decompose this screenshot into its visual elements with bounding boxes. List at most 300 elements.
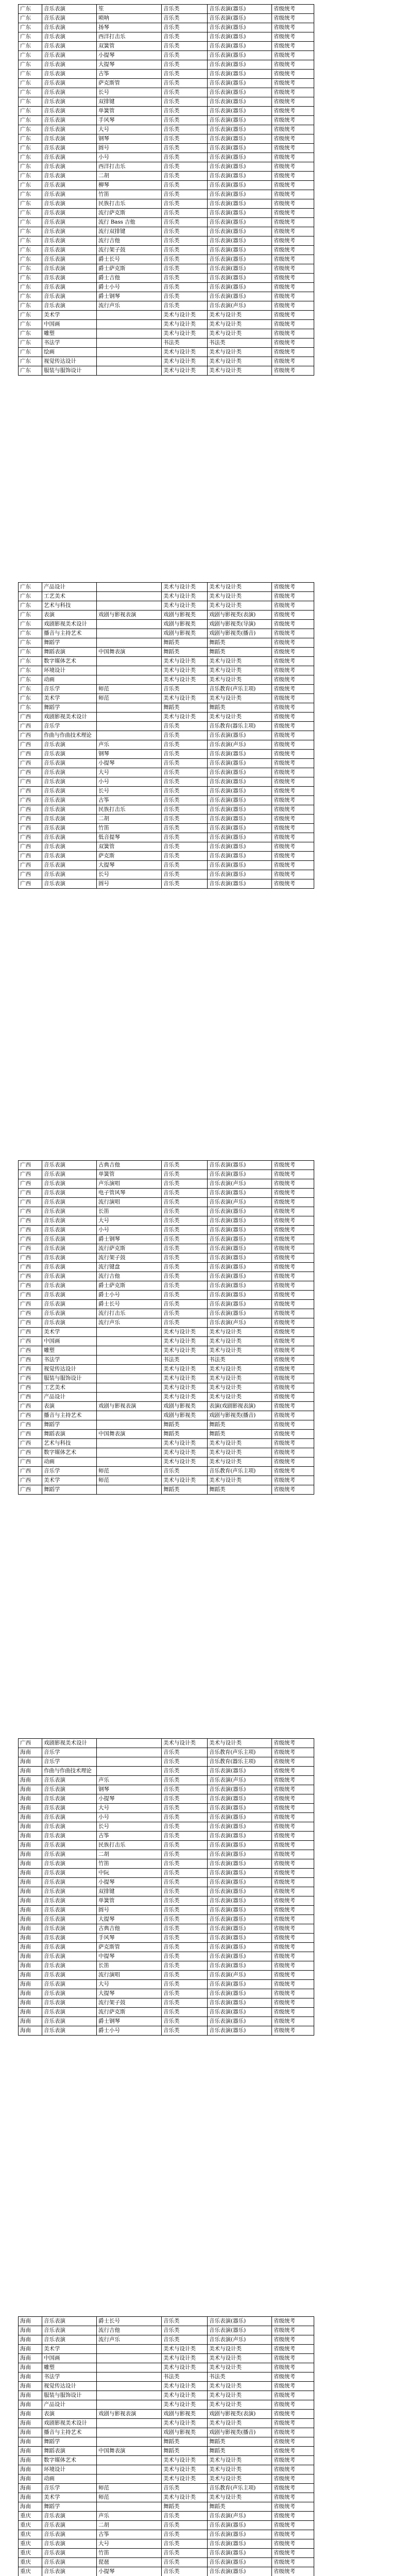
- category-cell: 音乐类: [162, 125, 208, 134]
- category-cell: 美术与设计类: [162, 2456, 208, 2465]
- exam-type-cell: 音乐表演(器乐): [208, 1924, 272, 1934]
- category-cell: 戏剧与影视类: [162, 629, 208, 638]
- table-row: [19, 162, 314, 172]
- major-cell: 音乐表演: [42, 1216, 97, 1226]
- direction-cell: 流行萨克斯: [97, 1244, 162, 1253]
- exam-type-cell: 美术与设计类: [208, 2354, 272, 2363]
- exam-mode-cell: 省级统考: [272, 1915, 314, 1924]
- major-cell: 美术学: [42, 1328, 97, 1337]
- exam-mode-cell: 省级统考: [272, 246, 314, 255]
- category-cell: 音乐类: [162, 236, 208, 246]
- exam-mode-cell: 省级统考: [272, 227, 314, 236]
- exam-type-cell: 音乐教育(声乐主项): [208, 1467, 272, 1476]
- province-cell: 海南: [19, 1776, 42, 1785]
- province-cell: 海南: [19, 2400, 42, 2410]
- exam-mode-cell: 省级统考: [272, 713, 314, 722]
- direction-cell: 长号: [97, 1822, 162, 1832]
- direction-cell: 竹笛: [97, 190, 162, 199]
- major-cell: 音乐学: [42, 1467, 97, 1476]
- category-cell: 音乐类: [162, 2512, 208, 2521]
- direction-cell: 师范: [97, 685, 162, 694]
- exam-type-cell: 音乐表演(器乐): [208, 116, 272, 125]
- exam-type-cell: 音乐表演(器乐): [208, 1822, 272, 1832]
- exam-mode-cell: 省级统考: [272, 70, 314, 79]
- category-cell: 音乐类: [162, 190, 208, 199]
- exam-type-cell: 音乐表演(器乐): [208, 1253, 272, 1263]
- exam-type-cell: 音乐表演(器乐): [208, 1244, 272, 1253]
- category-cell: 音乐类: [162, 79, 208, 88]
- exam-mode-cell: 省级统考: [272, 750, 314, 759]
- exam-mode-cell: 省级统考: [272, 153, 314, 162]
- table-row: [19, 1971, 314, 1980]
- exam-mode-cell: 省级统考: [272, 97, 314, 107]
- category-cell: 音乐类: [162, 1189, 208, 1198]
- major-cell: 音乐表演: [42, 2549, 97, 2558]
- exam-mode-cell: 省级统考: [272, 1485, 314, 1495]
- major-cell: 音乐表演: [42, 1859, 97, 1869]
- province-cell: 广西: [19, 1383, 42, 1393]
- category-cell: 舞蹈类: [162, 2437, 208, 2447]
- table-row: [19, 2456, 314, 2465]
- direction-cell: 小提琴: [97, 759, 162, 768]
- category-cell: 戏剧与影视类: [162, 611, 208, 620]
- direction-cell: 二胡: [97, 172, 162, 181]
- exam-type-cell: 音乐表演(声乐): [208, 1776, 272, 1785]
- table-row: [19, 1989, 314, 1998]
- province-cell: 广东: [19, 666, 42, 675]
- exam-type-cell: 音乐表演(器乐): [208, 879, 272, 889]
- exam-mode-cell: 省级统考: [272, 1952, 314, 1961]
- table-row: [19, 861, 314, 870]
- category-cell: 音乐类: [162, 1878, 208, 1887]
- table-row: [19, 722, 314, 731]
- province-cell: 海南: [19, 2391, 42, 2400]
- province-cell: 广东: [19, 648, 42, 657]
- major-cell: 服装与服饰设计: [42, 366, 97, 376]
- category-cell: 音乐类: [162, 1253, 208, 1263]
- category-cell: 音乐类: [162, 301, 208, 311]
- category-cell: 音乐类: [162, 2567, 208, 2576]
- province-cell: 广西: [19, 1374, 42, 1383]
- table-row: [19, 685, 314, 694]
- direction-cell: 流行声乐: [97, 2335, 162, 2345]
- table-row: [19, 209, 314, 218]
- table-row: [19, 629, 314, 638]
- exam-type-cell: 音乐表演(器乐): [208, 274, 272, 283]
- exam-type-cell: 音乐表演(器乐): [208, 2539, 272, 2549]
- category-cell: 音乐类: [162, 70, 208, 79]
- category-cell: 美术与设计类: [162, 713, 208, 722]
- major-cell: 音乐表演: [42, 1170, 97, 1179]
- province-cell: 广东: [19, 601, 42, 611]
- exam-mode-cell: 省级统考: [272, 1328, 314, 1337]
- category-cell: 音乐类: [162, 1915, 208, 1924]
- exam-type-cell: 音乐表演(器乐): [208, 2026, 272, 2036]
- direction-cell: 竹笛: [97, 824, 162, 833]
- exam-mode-cell: 省级统考: [272, 2530, 314, 2539]
- exam-type-cell: 音乐表演(器乐): [208, 181, 272, 190]
- exam-mode-cell: 省级统考: [272, 144, 314, 153]
- exam-type-cell: 音乐表演(器乐): [208, 1915, 272, 1924]
- exam-mode-cell: 省级统考: [272, 274, 314, 283]
- direction-cell: 竹笛: [97, 1859, 162, 1869]
- major-cell: 音乐表演: [42, 1878, 97, 1887]
- table-row: [19, 1272, 314, 1281]
- direction-cell: 声乐: [97, 740, 162, 750]
- table-row: [19, 1337, 314, 1346]
- exam-type-cell: 音乐表演(器乐): [208, 125, 272, 134]
- major-cell: 动画: [42, 675, 97, 685]
- exam-type-cell: 音乐表演(器乐): [208, 1281, 272, 1291]
- exam-mode-cell: 省级统考: [272, 1226, 314, 1235]
- major-cell: 音乐表演: [42, 79, 97, 88]
- province-cell: 广东: [19, 283, 42, 292]
- exam-mode-cell: 省级统考: [272, 1161, 314, 1170]
- table-row: [19, 648, 314, 657]
- exam-type-cell: 音乐表演(器乐): [208, 51, 272, 60]
- major-cell: 音乐表演: [42, 759, 97, 768]
- table-row: [19, 1794, 314, 1804]
- exam-mode-cell: 省级统考: [272, 2326, 314, 2335]
- major-cell: 戏剧影视美术设计: [42, 1739, 97, 1748]
- exam-type-cell: 舞蹈类: [208, 2447, 272, 2456]
- major-cell: 音乐表演: [42, 1822, 97, 1832]
- exam-type-cell: 音乐表演(器乐): [208, 42, 272, 51]
- exam-mode-cell: 省级统考: [272, 1467, 314, 1476]
- table-row: [19, 1216, 314, 1226]
- direction-cell: [97, 1485, 162, 1495]
- exam-type-cell: 美术与设计类: [208, 2345, 272, 2354]
- major-cell: 音乐表演: [42, 70, 97, 79]
- direction-cell: [97, 338, 162, 348]
- category-cell: 音乐类: [162, 842, 208, 852]
- province-cell: 广西: [19, 1448, 42, 1458]
- exam-type-cell: 美术与设计类: [208, 2400, 272, 2410]
- province-cell: 广西: [19, 1198, 42, 1207]
- exam-mode-cell: 省级统考: [272, 1346, 314, 1355]
- major-cell: 音乐表演: [42, 1952, 97, 1961]
- table-row: [19, 23, 314, 32]
- province-cell: 广西: [19, 1253, 42, 1263]
- exam-mode-cell: 省级统考: [272, 601, 314, 611]
- page-1: [0, 0, 409, 578]
- category-cell: 音乐类: [162, 740, 208, 750]
- major-cell: 音乐表演: [42, 107, 97, 116]
- category-cell: 书法类: [162, 2372, 208, 2382]
- exam-mode-cell: 省级统考: [272, 1924, 314, 1934]
- province-cell: 广东: [19, 694, 42, 703]
- direction-cell: 中提琴: [97, 1952, 162, 1961]
- province-cell: 广东: [19, 218, 42, 227]
- exam-mode-cell: 省级统考: [272, 1804, 314, 1813]
- exam-type-cell: 音乐表演(器乐): [208, 246, 272, 255]
- major-cell: 音乐学: [42, 2484, 97, 2493]
- exam-mode-cell: 省级统考: [272, 23, 314, 32]
- exam-type-cell: 音乐表演(器乐): [208, 1291, 272, 1300]
- table-row: [19, 759, 314, 768]
- major-cell: 音乐表演: [42, 1813, 97, 1822]
- category-cell: 戏剧与影视类: [162, 620, 208, 629]
- direction-cell: [97, 592, 162, 601]
- table-row: [19, 2484, 314, 2493]
- direction-cell: 流行 Bass 吉他: [97, 218, 162, 227]
- province-cell: 海南: [19, 1915, 42, 1924]
- direction-cell: 大提琴: [97, 861, 162, 870]
- category-cell: 音乐类: [162, 1961, 208, 1971]
- exam-type-cell: 美术与设计类: [208, 2465, 272, 2475]
- category-cell: 美术与设计类: [162, 2493, 208, 2502]
- major-cell: 戏剧影视美术设计: [42, 620, 97, 629]
- exam-type-cell: 音乐表演(器乐): [208, 1850, 272, 1859]
- page-5: [0, 2312, 409, 2576]
- major-cell: 音乐学: [42, 722, 97, 731]
- table-row: [19, 1420, 314, 1430]
- province-cell: 广西: [19, 833, 42, 842]
- exam-mode-cell: 省级统考: [272, 2391, 314, 2400]
- table-row: [19, 1804, 314, 1813]
- direction-cell: 竹笛: [97, 2549, 162, 2558]
- exam-type-cell: 美术与设计类: [208, 1439, 272, 1448]
- category-cell: 音乐类: [162, 1906, 208, 1915]
- major-cell: 音乐表演: [42, 1161, 97, 1170]
- exam-mode-cell: 省级统考: [272, 648, 314, 657]
- province-cell: 广西: [19, 1439, 42, 1448]
- major-cell: 艺术与科技: [42, 601, 97, 611]
- major-cell: 音乐表演: [42, 2026, 97, 2036]
- province-cell: 广西: [19, 805, 42, 815]
- exam-type-cell: 音乐表演(器乐): [208, 1226, 272, 1235]
- direction-cell: [97, 2475, 162, 2484]
- province-cell: 广西: [19, 1365, 42, 1374]
- major-cell: 产品设计: [42, 1393, 97, 1402]
- category-cell: 音乐类: [162, 1170, 208, 1179]
- exam-type-cell: 音乐表演(器乐): [208, 292, 272, 301]
- direction-cell: 流行打击乐: [97, 1309, 162, 1318]
- major-cell: 音乐表演: [42, 1850, 97, 1859]
- exam-mode-cell: 省级统考: [272, 861, 314, 870]
- exam-type-cell: 美术与设计类: [208, 592, 272, 601]
- major-cell: 音乐表演: [42, 144, 97, 153]
- province-cell: 广东: [19, 264, 42, 274]
- direction-cell: [97, 601, 162, 611]
- table-row: [19, 2400, 314, 2410]
- table-row: [19, 1328, 314, 1337]
- table-row: [19, 583, 314, 592]
- direction-cell: 二胡: [97, 815, 162, 824]
- table-row: [19, 60, 314, 70]
- category-cell: 音乐类: [162, 861, 208, 870]
- direction-cell: 钢琴: [97, 750, 162, 759]
- direction-cell: 爵士萨克斯: [97, 1281, 162, 1291]
- province-cell: 海南: [19, 1748, 42, 1757]
- exam-mode-cell: 省级统考: [272, 1832, 314, 1841]
- major-cell: 服装与服饰设计: [42, 1374, 97, 1383]
- province-cell: 广西: [19, 1328, 42, 1337]
- province-cell: 广东: [19, 255, 42, 264]
- major-cell: 视觉传达设计: [42, 357, 97, 366]
- exam-mode-cell: 省级统考: [272, 796, 314, 805]
- table-row: [19, 227, 314, 236]
- direction-cell: 戏剧与影视表演: [97, 2410, 162, 2419]
- major-cell: 音乐表演: [42, 2335, 97, 2345]
- exam-type-cell: 音乐表演(器乐): [208, 787, 272, 796]
- direction-cell: 古典吉他: [97, 1924, 162, 1934]
- category-cell: 音乐类: [162, 23, 208, 32]
- direction-cell: [97, 2502, 162, 2512]
- exam-type-cell: 音乐教育(声乐主项): [208, 2484, 272, 2493]
- table-row: [19, 134, 314, 144]
- exam-type-cell: 音乐表演(声乐): [208, 1318, 272, 1328]
- exam-type-cell: 音乐教育(器乐主项): [208, 722, 272, 731]
- province-cell: 广东: [19, 620, 42, 629]
- exam-mode-cell: 省级统考: [272, 685, 314, 694]
- exam-type-cell: 美术与设计类: [208, 1365, 272, 1374]
- exam-type-cell: 美术与设计类: [208, 1346, 272, 1355]
- category-cell: 音乐类: [162, 731, 208, 740]
- exam-type-cell: 音乐表演(器乐): [208, 1943, 272, 1952]
- exam-mode-cell: 省级统考: [272, 1300, 314, 1309]
- exam-type-cell: 音乐教育(声乐主项): [208, 1748, 272, 1757]
- major-cell: 音乐表演: [42, 796, 97, 805]
- province-cell: 重庆: [19, 2558, 42, 2567]
- province-cell: 广东: [19, 153, 42, 162]
- major-cell: 音乐表演: [42, 1841, 97, 1850]
- direction-cell: 圆号: [97, 1906, 162, 1915]
- category-cell: 音乐类: [162, 1216, 208, 1226]
- table-row: [19, 2017, 314, 2026]
- province-cell: 广西: [19, 1179, 42, 1189]
- province-cell: 广东: [19, 199, 42, 209]
- category-cell: 音乐类: [162, 685, 208, 694]
- direction-cell: [97, 366, 162, 376]
- direction-cell: [97, 357, 162, 366]
- category-cell: 音乐类: [162, 1971, 208, 1980]
- exam-type-cell: 音乐表演(声乐): [208, 1198, 272, 1207]
- province-cell: 海南: [19, 1998, 42, 2008]
- category-cell: 音乐类: [162, 144, 208, 153]
- exam-type-cell: 音乐表演(器乐): [208, 2326, 272, 2335]
- exam-mode-cell: 省级统考: [272, 1393, 314, 1402]
- exam-mode-cell: 省级统考: [272, 1458, 314, 1467]
- direction-cell: 大号: [97, 1216, 162, 1226]
- province-cell: 广西: [19, 759, 42, 768]
- exam-type-cell: 美术与设计类: [208, 1337, 272, 1346]
- direction-cell: 萨克斯: [97, 852, 162, 861]
- major-cell: 数字媒体艺术: [42, 1448, 97, 1458]
- exam-type-cell: 音乐表演(器乐): [208, 1216, 272, 1226]
- exam-mode-cell: 省级统考: [272, 731, 314, 740]
- category-cell: 音乐类: [162, 1748, 208, 1757]
- exam-mode-cell: 省级统考: [272, 2354, 314, 2363]
- category-cell: 美术与设计类: [162, 348, 208, 357]
- direction-cell: [97, 620, 162, 629]
- province-cell: 海南: [19, 1906, 42, 1915]
- major-cell: 动画: [42, 2475, 97, 2484]
- province-cell: 广东: [19, 51, 42, 60]
- direction-cell: 中国舞表演: [97, 2447, 162, 2456]
- exam-mode-cell: 省级统考: [272, 740, 314, 750]
- exam-type-cell: 音乐表演(器乐): [208, 1952, 272, 1961]
- table-row: [19, 1813, 314, 1822]
- table-row: [19, 852, 314, 861]
- province-cell: 广东: [19, 292, 42, 301]
- province-cell: 广西: [19, 1420, 42, 1430]
- province-cell: 广东: [19, 116, 42, 125]
- major-cell: 音乐表演: [42, 1915, 97, 1924]
- table-row: [19, 740, 314, 750]
- major-cell: 舞蹈表演: [42, 648, 97, 657]
- major-cell: 中国画: [42, 2354, 97, 2363]
- major-cell: 音乐表演: [42, 1263, 97, 1272]
- exam-type-cell: 戏剧与影视类(表演): [208, 611, 272, 620]
- exam-mode-cell: 省级统考: [272, 1383, 314, 1393]
- table-row: [19, 1346, 314, 1355]
- major-cell: 音乐表演: [42, 1309, 97, 1318]
- direction-cell: [97, 2419, 162, 2428]
- province-cell: 海南: [19, 1971, 42, 1980]
- table-row: [19, 42, 314, 51]
- major-cell: 音乐表演: [42, 88, 97, 97]
- category-cell: 音乐类: [162, 107, 208, 116]
- exam-type-cell: 音乐表演(器乐): [208, 2008, 272, 2017]
- table-row: [19, 2447, 314, 2456]
- exam-type-cell: 戏剧与影视类(播音): [208, 1411, 272, 1420]
- major-cell: 戏剧影视美术设计: [42, 713, 97, 722]
- major-cell: 音乐表演: [42, 787, 97, 796]
- province-cell: 广东: [19, 181, 42, 190]
- major-cell: 音乐表演: [42, 842, 97, 852]
- category-cell: 美术与设计类: [162, 1476, 208, 1485]
- direction-cell: [97, 1328, 162, 1337]
- province-cell: 海南: [19, 1980, 42, 1989]
- major-cell: 音乐表演: [42, 1869, 97, 1878]
- province-cell: 广东: [19, 638, 42, 648]
- category-cell: 音乐类: [162, 1272, 208, 1281]
- major-cell: 数字媒体艺术: [42, 657, 97, 666]
- direction-cell: [97, 320, 162, 329]
- table-row: [19, 1439, 314, 1448]
- major-cell: 舞蹈学: [42, 1420, 97, 1430]
- category-cell: 音乐类: [162, 824, 208, 833]
- exam-type-cell: 美术与设计类: [208, 583, 272, 592]
- table-row: [19, 5, 314, 14]
- category-cell: 音乐类: [162, 2326, 208, 2335]
- direction-cell: 圆号: [97, 144, 162, 153]
- province-cell: 广西: [19, 824, 42, 833]
- province-cell: 广西: [19, 1411, 42, 1420]
- table-row: [19, 2475, 314, 2484]
- exam-mode-cell: 省级统考: [272, 32, 314, 42]
- category-cell: 音乐类: [162, 60, 208, 70]
- direction-cell: 唢呐: [97, 14, 162, 23]
- category-cell: 音乐类: [162, 274, 208, 283]
- exam-mode-cell: 省级统考: [272, 1253, 314, 1263]
- direction-cell: 流行吉他: [97, 1272, 162, 1281]
- province-cell: 广西: [19, 1291, 42, 1300]
- major-cell: 音乐表演: [42, 23, 97, 32]
- direction-cell: 流行声乐: [97, 301, 162, 311]
- exam-type-cell: 美术与设计类: [208, 1448, 272, 1458]
- category-cell: 美术与设计类: [162, 657, 208, 666]
- exam-mode-cell: 省级统考: [272, 833, 314, 842]
- exam-mode-cell: 省级统考: [272, 2447, 314, 2456]
- category-cell: 音乐类: [162, 1924, 208, 1934]
- province-cell: 广西: [19, 1207, 42, 1216]
- category-cell: 音乐类: [162, 1832, 208, 1841]
- exam-type-cell: 美术与设计类: [208, 1739, 272, 1748]
- direction-cell: 琵琶: [97, 2558, 162, 2567]
- exam-type-cell: 音乐表演(器乐): [208, 1841, 272, 1850]
